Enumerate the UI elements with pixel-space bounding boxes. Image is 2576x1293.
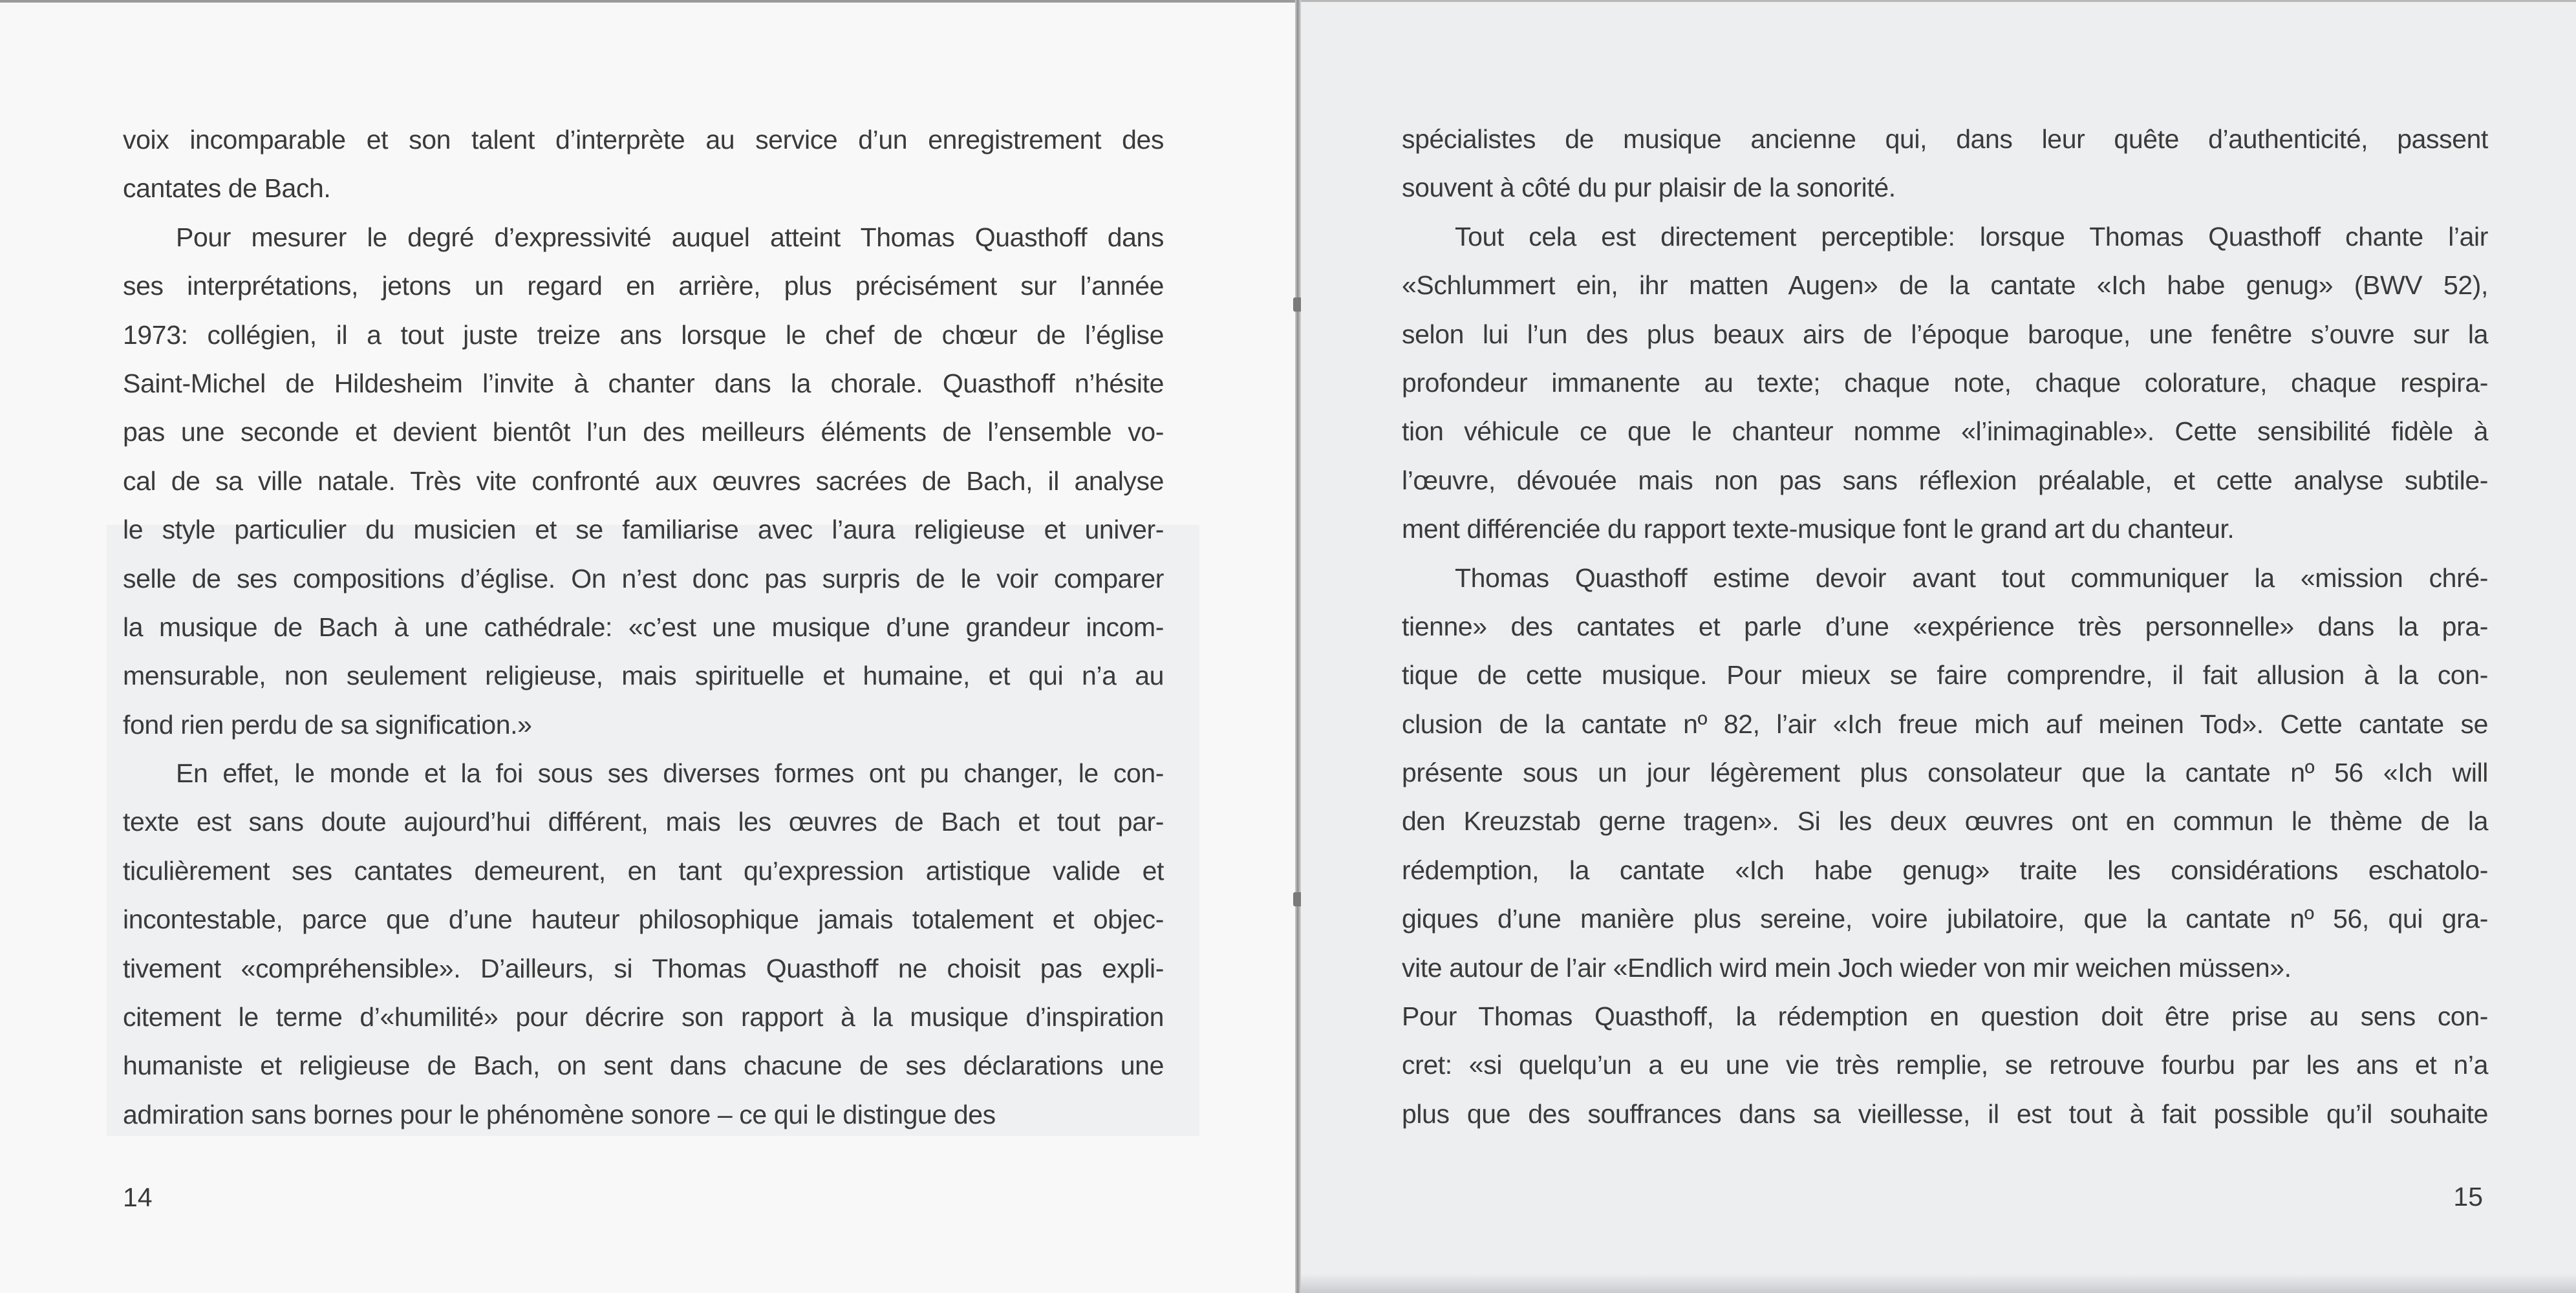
- text-line: Saint-Michel de Hildesheim l’invite à chanter dans la chorale. Quasthoff n’hésite: [123, 368, 1164, 398]
- text-line: le style particulier du musicien et se familiarise avec l’aura religieuse et univer-: [123, 515, 1164, 545]
- text-line: citement le terme d’«humilité» pour décrire son rapport à la musique d’inspiration: [123, 1002, 1164, 1032]
- text-line: tique de cette musique. Pour mieux se faire comprendre, il fait allusion à la con-: [1402, 660, 2488, 690]
- text-line: spécialistes de musique ancienne qui, dans leur quête d’authenticité, passent: [1402, 124, 2488, 154]
- text-line: l’œuvre, dévouée mais non pas sans réflexion préalable, et cette analyse subtile-: [1402, 465, 2488, 495]
- page-edge-shadow: [1301, 1274, 2576, 1293]
- left-page-body: [123, 116, 1164, 1139]
- text-line: den Kreuzstab gerne tragen». Si les deux œuvres ont en commun le thème de la: [1402, 806, 2488, 837]
- text-line: Tout cela est directement perceptible: lorsque Thomas Quasthoff chante l’air: [1455, 221, 2488, 251]
- right-page-body: [1402, 115, 2488, 1138]
- text-line: cret: «si quelqu’un a eu une vie très remplie, se retrouve fourbu par les ans et n’a: [1402, 1050, 2488, 1080]
- text-line: admiration sans bornes pour le phénomène sonore – ce qui le distingue des: [123, 1099, 996, 1129]
- text-line: la musique de Bach à une cathédrale: «c’est une musique d’une grandeur incom-: [123, 612, 1164, 642]
- right-page: [1301, 0, 2576, 1293]
- text-line: tivement «compréhensible». D’ailleurs, si Thomas Quasthoff ne choisit pas expli-: [123, 953, 1164, 983]
- text-line: profondeur immanente au texte; chaque note, chaque colorature, chaque respira-: [1402, 367, 2488, 398]
- text-line: 1973: collégien, il a tout juste treize ans lorsque le chef de chœur de l’église: [123, 319, 1164, 350]
- text-line: «Schlummert ein, ihr matten Augen» de la cantate «Ich habe genug» (BWV 52),: [1402, 270, 2488, 301]
- text-line: En effet, le monde et la foi sous ses diverses formes ont pu changer, le con-: [176, 758, 1164, 789]
- text-line: pas une seconde et devient bientôt l’un des meilleurs éléments de l’ensemble vo-: [123, 417, 1164, 447]
- book-gutter: [1295, 0, 1301, 1293]
- text-line: ticulièrement ses cantates demeurent, en tant qu’expression artistique valide et: [123, 855, 1164, 886]
- text-line: mensurable, non seulement religieuse, mais spirituelle et humaine, et qui n’a au: [123, 661, 1164, 691]
- text-line: Pour Thomas Quasthoff, la rédemption en question doit être prise au sens con-: [1402, 1001, 2488, 1032]
- page-number-right: 15: [2453, 1182, 2483, 1212]
- text-line: Thomas Quasthoff estime devoir avant tout communiquer la «mission chré-: [1455, 562, 2488, 593]
- text-line: cantates de Bach.: [123, 173, 331, 204]
- text-line: texte est sans doute aujourd’hui différent, mais les œuvres de Bach et tout par-: [123, 807, 1164, 837]
- text-line: selon lui l’un des plus beaux airs de l’époque baroque, une fenêtre s’ouvre sur la: [1402, 319, 2488, 349]
- text-line: cal de sa ville natale. Très vite confronté aux œuvres sacrées de Bach, il analyse: [123, 465, 1164, 496]
- text-line: plus que des souffrances dans sa vieillesse, il est tout à fait possible qu’il souhaite: [1402, 1098, 2488, 1129]
- text-line: ment différenciée du rapport texte-musique font le grand art du chanteur.: [1402, 514, 2235, 544]
- text-line: tienne» des cantates et parle d’une «expérience très personnelle» dans la pra-: [1402, 611, 2488, 641]
- text-line: fond rien perdu de sa signification.»: [123, 709, 532, 740]
- text-line: voix incomparable et son talent d’interprète au service d’un enregistrement des: [123, 125, 1164, 155]
- text-line: Pour mesurer le degré d’expressivité auquel atteint Thomas Quasthoff dans: [176, 222, 1164, 252]
- text-line: selle de ses compositions d’église. On n’est donc pas surpris de le voir comparer: [123, 563, 1164, 593]
- text-line: ses interprétations, jetons un regard en arrière, plus précisément sur l’année: [123, 271, 1164, 301]
- page-number-left: 14: [123, 1182, 153, 1212]
- text-line: clusion de la cantate nº 82, l’air «Ich freue mich auf meinen Tod». Cette cantate se: [1402, 709, 2488, 739]
- text-line: tion véhicule ce que le chanteur nomme «l’inimaginable». Cette sensibilité fidèle à: [1402, 416, 2488, 447]
- text-line: giques d’une manière plus sereine, voire jubilatoire, que la cantate nº 56, qui gra-: [1402, 904, 2488, 934]
- text-line: souvent à côté du pur plaisir de la sonorité.: [1402, 173, 1896, 203]
- text-line: présente sous un jour légèrement plus consolateur que la cantate nº 56 «Ich will: [1402, 758, 2488, 788]
- text-line: vite autour de l’air «Endlich wird mein Joch wieder von mir weichen müssen».: [1402, 952, 2292, 983]
- text-line: humaniste et religieuse de Bach, on sent dans chacune de ses déclarations une: [123, 1051, 1164, 1081]
- text-line: rédemption, la cantate «Ich habe genug» traite les considérations eschatolo-: [1402, 855, 2488, 885]
- text-line: incontestable, parce que d’une hauteur philosophique jamais totalement et objec-: [123, 904, 1164, 935]
